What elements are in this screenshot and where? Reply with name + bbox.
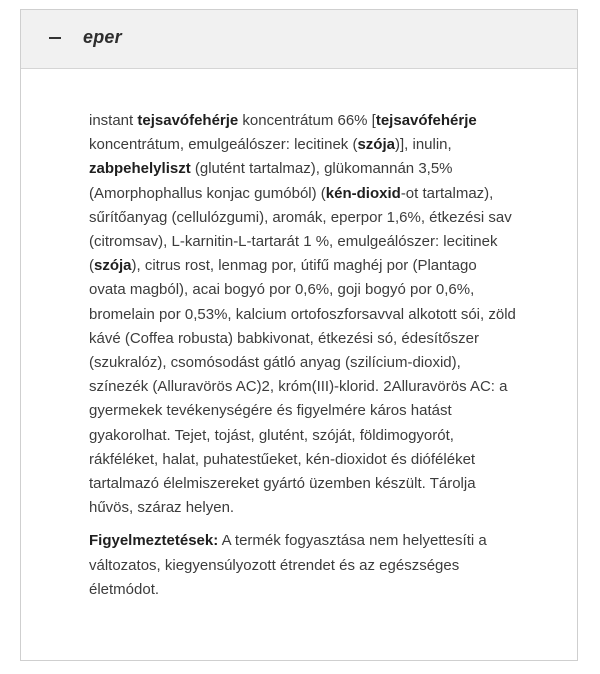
- ingredients-segment: (glutént tartalmaz), glükomannán 3,5% (Amorphophallus konjac gumóból) (: [89, 160, 453, 202]
- product-info-accordion: [20, 9, 578, 661]
- minus-icon[interactable]: [49, 37, 61, 39]
- warning-paragraph: [89, 529, 517, 602]
- ingredients-segment: ), citrus rost, lenmag por, útifű maghéj por (Plantago ovata magból), acai bogyó por 0,6%, goji bogyó por 0,6%, bromelain por 0,53%, kalcium ortofoszforsavval alkotott sói, zöld kávé (Coffea robusta) babkivonat, étkezési só, édesítőszer (szukralóz), csomósodást gátló anyag (szilícium-dioxid), színezék (Alluravörös AC)2, króm(III)-klorid. 2Alluravörös AC: a gyermekek tevékenységére és figyelmére káros hatást gyakorolhat. Tejet, tojást, glutént, szóját, földimogyorót, rákféléket, halat, puhatestűeket, kén-dioxidot és dióféléket tartalmazó élelmiszereket gyártó üzemben készült. Tárolja hűvös, száraz helyen.: [89, 257, 516, 517]
- allergen-highlight: kén-dioxid: [325, 184, 401, 202]
- warning-label: Figyelmeztetések:: [89, 532, 219, 550]
- ingredients-segment: -ot tartalmaz), sűrítőanyag (cellulózgumi), aromák, eperpor 1,6%, étkezési sav (citromsav), L-karnitin-L-tartarát 1 %, emulgeálószer: lecitinek (: [89, 184, 512, 275]
- ingredients-segment: instant: [89, 112, 138, 129]
- accordion-header[interactable]: [21, 10, 577, 69]
- ingredients-segment: koncentrátum, emulgeálószer: lecitinek (: [89, 136, 358, 154]
- allergen-highlight: zabpehelyliszt: [89, 160, 191, 178]
- ingredients-text: [89, 109, 517, 520]
- ingredients-segment: )], inulin,: [394, 136, 452, 154]
- warning-text: A termék fogyasztása nem helyettesíti a változatos, kiegyensúlyozott étrendet és az egészséges életmódot.: [89, 532, 487, 598]
- allergen-highlight: tejsavófehérje: [375, 112, 477, 129]
- ingredients-segment: koncentrátum 66% [: [238, 112, 376, 129]
- allergen-highlight: szója: [357, 136, 395, 154]
- allergen-highlight: szója: [94, 257, 132, 275]
- accordion-title: eper: [83, 27, 122, 47]
- allergen-highlight: tejsavófehérje: [137, 112, 239, 129]
- accordion-content: [89, 109, 517, 602]
